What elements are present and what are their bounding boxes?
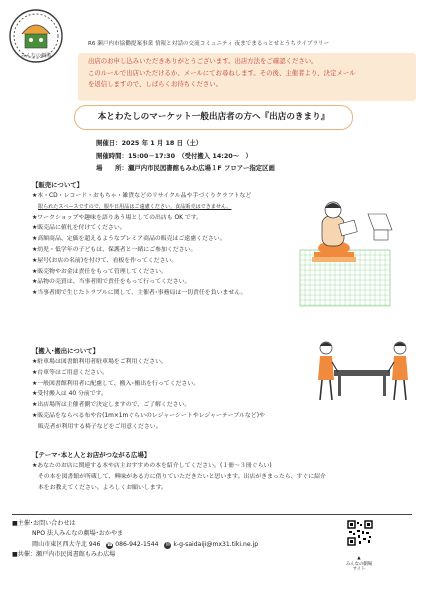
rule-item: ★一般図書館利用者に配慮して、搬入･搬出を行ってください。 xyxy=(32,380,200,387)
notice-line: このルールで出店いただけるか、メールにてお尋ねします。その後、主催者より、決定メール xyxy=(88,68,356,77)
rule-item: その本を図書館が所蔵して、興味がある方に借りていただきたいと思います。出店がきまったら、すぐに紹介 xyxy=(32,473,326,480)
event-info xyxy=(96,137,275,175)
notice-line: 出店のお申し込みいただきありがとうございます。出店方法をご確認ください。 xyxy=(88,57,318,65)
rule-item: ★台車等はご用意ください。 xyxy=(32,369,108,376)
time-label: 開催時間： xyxy=(96,151,128,160)
cohost: ■共催：瀬戸内市民図書館もみわ広場 xyxy=(12,550,116,558)
rule-item: 限られたスペースですので、服や日用品はご遠慮ください。食品販売はできません。 xyxy=(38,203,232,210)
mail-icon: ✉ xyxy=(165,541,170,548)
reading-person-illustration xyxy=(296,196,406,308)
rule-item: ★屋号(お店の名前)を付けて、看板を作ってください。 xyxy=(32,257,178,264)
date-label: 開催日： xyxy=(96,139,122,147)
address: 岡山市東区西大寺北 946 xyxy=(32,540,101,548)
rule-item: ★幼児・低学年の子どもは、保護者と一緒にご参加ください。 xyxy=(32,246,197,253)
notice-line: を返信しますので、しばらくお待ちください。 xyxy=(88,80,223,88)
theater-logo xyxy=(8,8,64,64)
rule-item: ★駐車場は図書館利用者駐車場をご利用ください。 xyxy=(32,359,167,365)
rule-item: ★品物の売買は、当事者間で責任をもって行ってください。 xyxy=(32,279,191,286)
rule-item: ★本・CD・レコード・おもちゃ・雑貨などのリサイクル品や手づくりクラフトなど xyxy=(32,193,252,199)
footer-divider xyxy=(12,514,412,515)
rule-item: ★ワークショップや趣味を語りあう場としての出店も OK です。 xyxy=(32,214,203,221)
rule-item: 販売者が利用する椅子などをご用意ください。 xyxy=(32,423,162,430)
qr-caption-arrow: ▲ xyxy=(357,556,361,561)
qr-caption xyxy=(336,556,382,573)
sales-section xyxy=(32,180,251,299)
rule-item: ★販売物やお金は責任をもって管理してください。 xyxy=(32,268,167,275)
carrying-table-illustration xyxy=(312,336,412,406)
section-title: 【搬入･搬出について】 xyxy=(32,347,99,355)
date-value: 2025 年 1 月 18 日（土） xyxy=(121,139,203,147)
logo-text: みんなの劇場 xyxy=(20,53,52,59)
rule-item: ★あなたのお店に関連する本や店主おすすめの本を紹介してください。(１冊～３冊ぐらい) xyxy=(32,463,272,469)
qr-caption-line: サイト xyxy=(352,567,366,573)
phone-number: 086-942-1544 xyxy=(115,540,159,548)
rule-item: ★高額商品、定価を超えるようなプレミア商品の販売はご遠慮ください。 xyxy=(32,236,226,243)
rule-item: ★当事者間で生じたトラブルに関して、主催者･事務局は一切責任を負いません。 xyxy=(32,290,247,297)
section-title: 【テーマ･本と人とお店がつながる広場】 xyxy=(32,451,151,459)
page-title: 本とわたしのマーケット一般出店者の方へ『出店のきまり』 xyxy=(74,105,353,130)
organizer-label: ■主催･お問い合わせは xyxy=(12,520,76,527)
notice-box xyxy=(78,53,416,101)
rule-item: 本をお教えてください。よろしくお願いします。 xyxy=(32,484,168,491)
email-link[interactable]: k-g-saidaiji@mx31.tiki.ne.jp xyxy=(173,540,259,548)
section-title: 【販売について】 xyxy=(32,181,83,189)
phone-icon: ☎ xyxy=(106,541,113,548)
theme-section xyxy=(32,450,326,493)
place-value: 瀬戸内市民図書館もみわ広場１F フロアー指定区画 xyxy=(127,164,275,172)
rule-item: ★販売品をならべる布や台(1m×1mぐらいのレジャーシートやレジャーテーブルなど)や xyxy=(32,412,265,419)
footer xyxy=(12,519,258,560)
place-label: 場 所： xyxy=(96,164,128,172)
qr-caption-line: みんなの劇場 xyxy=(345,561,373,567)
organization-line: R6 瀬戸内市協働提案事業 情報と対話の交流コミュニティ 夜までまるっとせとうちライブラリー xyxy=(88,41,330,47)
time-value: 15:00－17:30 （受付搬入 14:20～ ） xyxy=(127,151,252,160)
qr-code[interactable] xyxy=(347,520,373,546)
rule-item: ★受付搬入は 40 分前です。 xyxy=(32,391,107,398)
organizer-name: NPO 法人みんなの劇場･おかやま xyxy=(32,530,124,538)
setup-section xyxy=(32,346,265,433)
rule-item: ★販売品に値札を付けてください。 xyxy=(32,225,126,232)
rule-item: ★出店場所は主催者側で決定しますので、ご了解ください。 xyxy=(32,402,191,409)
